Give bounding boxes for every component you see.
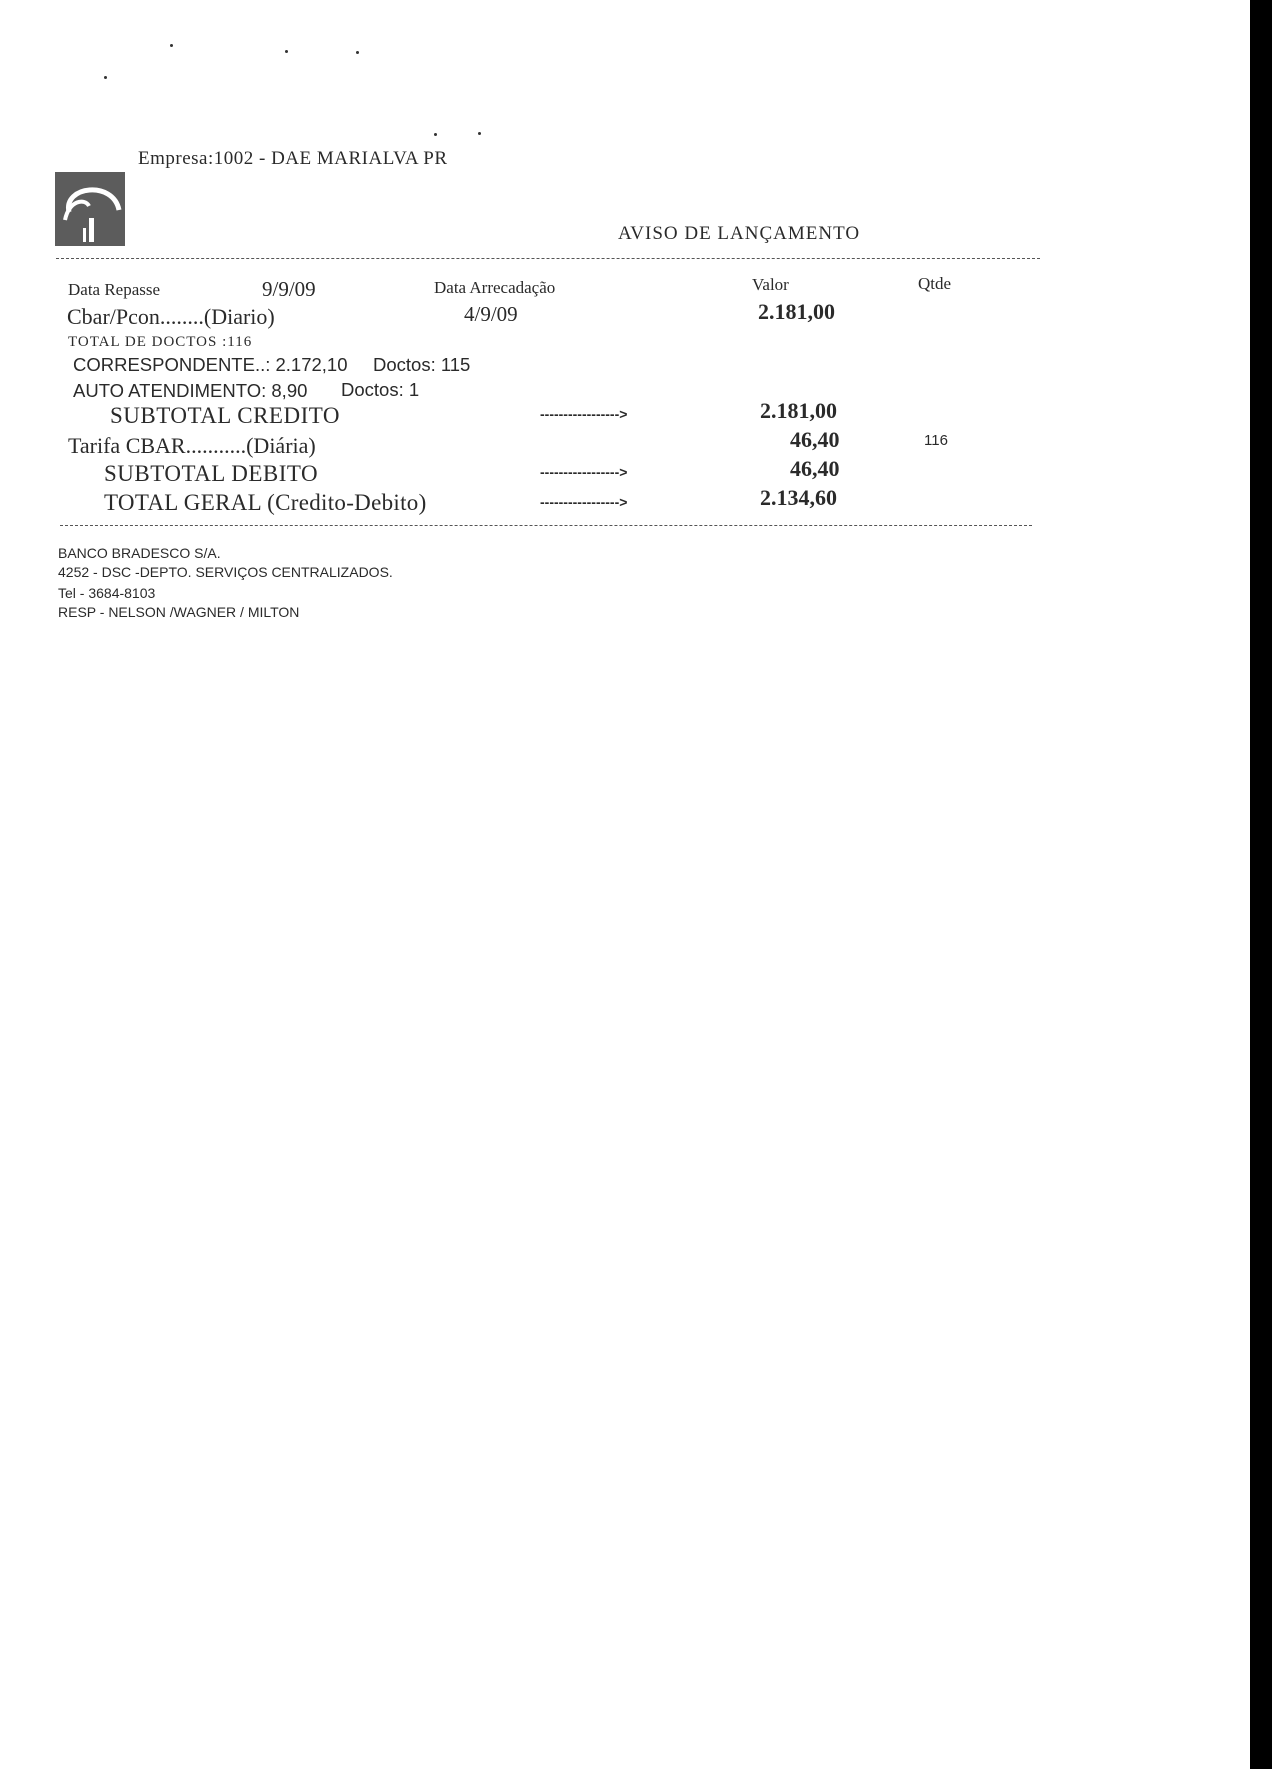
divider-bottom	[60, 525, 1032, 526]
total-geral-valor: 2.134,60	[760, 485, 837, 510]
empresa-heading: Empresa:1002 - DAE MARIALVA PR	[138, 148, 448, 169]
cbar-valor: 2.181,00	[758, 299, 835, 324]
bradesco-logo-icon	[55, 172, 125, 246]
footer-tel: Tel - 3684-8103	[58, 585, 156, 601]
subtotal-credito-valor: 2.181,00	[760, 398, 837, 423]
qtde-label: Qtde	[918, 274, 952, 293]
total-geral-arrow: ----------------->	[540, 494, 628, 510]
data-repasse-value: 9/9/09	[262, 277, 316, 301]
divider-top	[56, 258, 1040, 259]
subtotal-debito-valor: 46,40	[790, 456, 840, 481]
valor-label: Valor	[752, 275, 789, 294]
cbar-label: Cbar/Pcon........(Diario)	[67, 304, 275, 329]
correspondente-doctos: Doctos: 115	[373, 354, 471, 375]
cbar-date: 4/9/09	[464, 302, 518, 326]
footer-dept: 4252 - DSC -DEPTO. SERVIÇOS CENTRALIZADOS.	[58, 564, 393, 580]
footer-bank: BANCO BRADESCO S/A.	[58, 545, 221, 561]
auto-atendimento-doctos: Doctos: 1	[341, 379, 420, 400]
tarifa-valor: 46,40	[790, 427, 840, 452]
auto-atendimento-line: AUTO ATENDIMENTO: 8,90	[73, 380, 308, 401]
subtotal-credito-arrow: ----------------->	[540, 406, 628, 422]
footer-resp: RESP - NELSON /WAGNER / MILTON	[58, 604, 300, 620]
subtotal-debito-arrow: ----------------->	[540, 464, 628, 480]
correspondente-line: CORRESPONDENTE..: 2.172,10	[73, 354, 348, 375]
tarifa-qtde: 116	[924, 432, 948, 449]
data-repasse-label: Data Repasse	[68, 280, 161, 299]
scan-speck	[356, 51, 359, 54]
scan-speck	[104, 76, 107, 79]
scan-speck	[478, 132, 481, 135]
document-title: AVISO DE LANÇAMENTO	[618, 223, 861, 244]
subtotal-credito-label: SUBTOTAL CREDITO	[110, 403, 340, 428]
total-doctos: TOTAL DE DOCTOS :116	[68, 334, 253, 350]
subtotal-debito-label: SUBTOTAL DEBITO	[104, 461, 319, 486]
total-geral-label: TOTAL GERAL (Credito-Debito)	[104, 490, 427, 515]
scan-speck	[434, 133, 437, 136]
data-arrecadacao-label: Data Arrecadação	[434, 278, 556, 297]
scan-speck	[170, 44, 173, 47]
scan-speck	[285, 50, 288, 53]
tarifa-label: Tarifa CBAR...........(Diária)	[68, 433, 316, 458]
